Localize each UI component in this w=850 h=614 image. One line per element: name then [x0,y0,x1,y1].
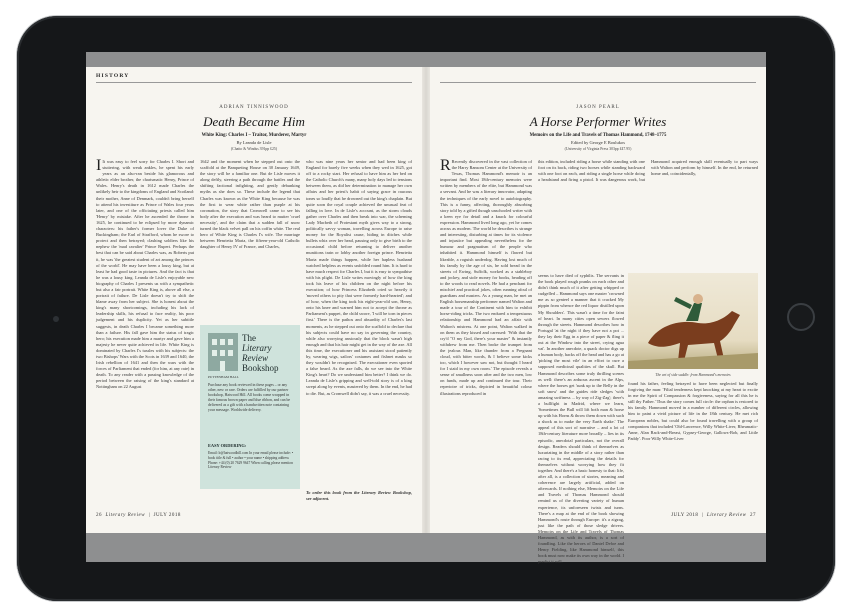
text-column-2-lower [628,381,758,503]
illustration-caption: The art of side saddle: from Hammond's memoirs [655,373,731,377]
drop-cap: R [440,157,451,174]
column-text: found his father, feeling betrayed to have been neglected but finally forgiving the man: 'Filial tenderness kept knocking at my heart to excite in me the Spirit of Compassion & forgiveness, saying for all this he is still thy Father.' Thus the story comes full circle: the orphan is restored to his family. Hammond moved in a number of different circles, allowing him to paint a vivid picture of life in the 18th century. He met rich European nobles, but could also be found travelling with a group of companions that included 'Old-Lawrence, Willy White-Liver, Rheumatic-Anne, Alan Rack-and-Breast, Gypsey-George, Gallows-Bob, and Little Paddy'. Poor Willy White-Liver [628,381,758,441]
bookshop-description: Purchase any book reviewed in these pages – or any other, new or rare. Orders are fulfilled by our partner bookshop, Hatwood Hill. All books come wrapped in their famous brown paper and blue ribbon, and can be delivered as a gift with a handwritten note containing your message. Worldwide delivery. [208,383,291,412]
article-author: ADRIAN TINNISWOOD [219,105,289,110]
column-text: seems to have died of syphilis. The servants in the book played rough pranks on each other and didn't think much of it after getting whipped or cudgelled – Hammond says one master 'crowned me as so genteel a manner that it cracked My pippin from whence the red liquor distilled upon My Shoulders'. This wasn't a time for the faint of heart. In many cities open sewers flowed through the streets. Hammond describes how in Portugal 'at the night if they have not a pot ... they lay their Egg in a piece of paper & fling it out at the Window into the street, crying agua vai'. In another anecdote, a quack doctor digs up a human body, hacks off the head and has a go at 'picking the most vile' in an effort to cure a supposed medicinal qualities of the skull. But Hammond describes some truly thrilling scenes as well: there's an arduous ascent in the Alps, where the horses get 'sunk up to the Belly in the soft snow' and the guides ride sledges 'with amazing swiftness ... by way of Zig-Zag'; there's a bullfight in Madrid, where we learn, 'Sometimes the Bull will lift both man & horse up with his Horns & throw them down with such a shock as to make the very Earth shake.' The appeal of this sort of narrative – and a lot of 18th-century literature more broadly – lies in its episodic, anecdotal particulars, not the overall design. Readers should think of themselves as luxuriating in the middle of a story rather than racing to its end, appreciating the details for themselves without worrying how they fit together. And there's a basic honesty to that: life, after all, is a collection of stories, meaning and coherence are largely artificial, added on afterwards. If nothing else, Memoirs on the Life and Travels of Thomas Hammond should remind us of the diverting variety of human experience, its unforeseen twists and turns. There's a map at the end of the book showing Hammond's route through Europe: it's a zigzag, just like the path of those sledge drivers. Memoirs on the Life and Travels of Thomas Hammond, as with its author, is a sort of foundling. Like the heroes of Daniel Defoe and Henry Fielding, like Hammond himself, this book must now make its own way in the world. I predict it will. [538,273,624,565]
article-title: A Horse Performer Writes [529,114,667,129]
article-title: Death Became Him [203,114,305,129]
camera-icon [53,316,59,322]
drop-cap: I [96,157,102,174]
home-button[interactable] [787,303,815,331]
header-rule [96,82,412,83]
page-gutter [422,67,430,533]
right-page [430,67,766,565]
bookshop-advert[interactable] [200,325,300,489]
tablet-screen [86,52,766,565]
building-illustration [208,333,238,371]
bookshop-address: PUTTENHAM HALL [208,375,239,379]
order-note: To order this book from the Literary Review Bookshop, see adjacent. [306,490,412,502]
text-column-1 [96,159,194,503]
header-rule [440,82,756,83]
article-byline: Edited by George E Boulukos [571,140,625,145]
page-folio: 26 Literary Review | JULY 2018 [96,513,181,518]
article-subtitle: White King: Charles I – Traitor, Murderer, Martyr [201,133,307,138]
column-text: It was easy to feel sorry for Charles I. Short and stuttering, with weak ankles, he spent his early years as an also-ran beside his glamorous and athletic elder brother, the charismatic Henry, Prince of Wales. Henry's death in 1612 made Charles the unlikely heir to the kingdoms of England and Scotland: their mother, Anne of Denmark, couldn't bring herself to attend his investiture as Prince of Wales four years later, and one of the officiating priests called him 'Henry' by mistake. After he ascended the throne in 1625, he continued to be eclipsed by more dynamic characters: his father's former lover the Duke of Buckingham; the Earl of Strafford, whom he swore to protect and then betrayed; clashing soldiers like his nephew the 'mad cavalier' Prince Rupert. Perhaps the best that can be said about Charles was, as Roberts put it, he was 'the greatest student of art among the princes of the world'. He may have been a lousy king, but at least he had good taste in pictures. And the fact is that he was a lousy king. Leanda de Lisle's enjoyable new biography of Charles I presents us with a sympathetic but also a fair portrait. White King is, above all else, a portrait of failure. De Lisle doesn't try to shift the blame away from her subject. She is honest about the king's many shortcomings, including his lack of leadership skills, his refusal to face reality, his poor judgement and his duplicity. Yet as her subtitle suggests, in death Charles I became something more than a failure. His fall gave him the status of tragic hero; his execution made him a martyr and gave him a majesty he never quite achieved in life. White King is dominated by Charles I's tussles with his subjects: the two Bishops' Wars with the Scots in 1639 and 1640, the Irish rebellion of 1641 and then the wars with the forces of Parliament that ended (for him, at any rate) in death. To any reader with a passing knowledge of the period between the raising of the king's standard at Nottingham on 22 August [96,159,194,390]
text-column-2 [538,159,758,269]
column-text: 1642 and the moment when he stepped out onto the scaffold at the Banqueting House on 30 January 1649, the story will be a familiar one. But de Lisle moves it along deftly, steering a path through the battles and the shifting factional infighting, and gently debunking myths as she does so. These include the legend that Charles was known as the White King because he was the first to wear white rather than purple at his coronation, the story that Cromwell came to see his body after the execution and was heard to mutter 'cruel necessity', and the claim that a sudden fall of snow turned the black velvet pall on his coffin white. The real hero of White King is Charles I's wife. The marriage between Henrietta Maria, the fifteen-year-old Catholic daughter of Henry IV of France, and Charles, [200,159,300,250]
text-column-2 [200,159,300,321]
article-subtitle: Memoirs on the Life and Travels of Thomas Hammond, 1748–1775 [529,133,667,138]
article-publisher: (University of Virginia Press 303pp £47.95) [564,147,632,151]
article-author: JASON PEARL [576,105,620,110]
horse-icon [628,273,758,369]
article-byline: By Leanda de Lisle [236,140,272,145]
text-column-3 [538,273,624,565]
bookshop-name: The Literary Review Bookshop [242,333,279,373]
page-folio: JULY 2018 | Literary Review 27 [671,513,756,518]
column-text: this edition, included riding a horse while standing with one foot on its back, riding two horses while standing backward with one foot on each, and riding a single horse while doing a headstand and firing a pistol. It was dangerous work, but Hammond acquired enough skill eventually to part ways with Walton and perform by himself. In the end, he returned home and, coincidentally, [538,159,758,183]
article-publisher: (Chatto & Windus 391pp £25) [230,147,278,151]
magazine-spread [86,67,766,565]
text-column-1 [440,159,532,503]
section-label: HISTORY [96,73,130,79]
column-text: who was nine years her senior and had been king of England for barely five weeks when they wed in 1625, got off to a rocky start. Her refusal to have him as her bed on the Catholic Church's many, many holy days led to tensions between them, as did her determination to manage her own affairs and her priest's habit of saying grace in raucous tones so loudly that he drowned out the king's chaplain. But quite soon the royal couple achieved the unusual feat of falling in love. In de Lisle's account, as the storm clouds gather over Charles and then break into war, the scheming Lady Macbeth of Protestant myth gives way to a strong, politically savvy woman, travelling across Europe to raise money for the Royalist cause, hiding in ditches while bullets whiz over her head, pausing only to give birth to the occasional child before returning to deliver another munitions train or lobby another foreign prince. Henrietta Maria made things happen, while her hapless husband watched helpless as events unfolded round him. It is hard to have much respect for Charles I, but it is easy to sympathise with his plight. De Lisle writes movingly of how the king took his leave of his children on the night before his execution; of how Princess Elizabeth cried so heavily it 'moved others to pity that were formerly hard-hearted'; and of how, when the king took his eight-year-old son, Henry, onto his knee and warned him not to accept the throne as Parliament's puppet, the child swore, 'I will be torn in pieces first.' There is the pathos and absurdity of Charles's last moments, as he stepped out onto the scaffold to declare that his subjects could have no say in governing the country, while also worrying anxiously that the block wasn't high enough and that his hair might get in the way of the axe. All this time, the executioner and his assistant stood patiently by, wearing wigs, sailors' costumes and fishnet masks so they wouldn't be recognised. The executioner even sported a false beard. As the axe falls, do we see into the White King's heart? Do we understand him better? I think we do. Leanda de Lisle's gripping and well-told story is of a king swept along by events, mastered by them. In the end, he had to die. But, as Cromwell didn't say, it was a cruel necessity. [306,159,412,396]
horse-rider-illustration [628,273,758,369]
column-text: Recently discovered in the vast collection of the Harry Ransom Center at the University of Texas, Thomas Hammond's memoir is an important find. Most 18th-century memoirs were written by members of the elite, but Hammond was a servant. And he was a literary innovator, adapting the techniques of the early novel to autobiography. This is a funny, affecting, thoroughly absorbing story told by a gifted though unschooled writer with a keen eye for detail and a knack for colourful expression. Hammond lived long ago, yet he comes across as modern. The world he describes is strange and interesting, disturbing at times for its violence and injustice but appealing nevertheless for the humour and pragmatism of the people who inhabited it. Hammond himself is flawed but likeable, a roguish underdog. Having lost much of his family by the age of six, he sold bread in the streets of Ewing, Suffolk, worked as a stableboy and jockey, and stole money for books, heading off to the woods to read novels. He had a penchant for mischief and practical jokes, often running afoul of guardians and masters. As a young man, he met an English horsemanship performer named Walton and made a tour of the Continent with him to exhibit horse-riding tricks. The two endured a tempestuous relationship and Hammond had an affair with Walton's mistress. At one point, Walton walked in on them as they kissed and caressed: 'With that the cry'd "O my God, there's your master" & instantly withdrew from me. Then broke the trumpet from the jealous Man, like thunder from a Pregnant cloud, with bitter words, & I believe some kicks too, which I however saw not, but thought I heard for I staid in my own room.' The episode reveals a sense of smallness soon after and the two men, low on funds, made up and continued the tour. Their repertoire of tricks, depicted in beautiful colour illustrations reproduced in [440,159,532,396]
ordering-info: Email: lr@hatwoodhill.com In your email please include: • book title & full • author • your name • shipping address Phone: +44 (0) 20 7629 9647 When calling please mention Literary Review [208,451,294,470]
text-column-3 [306,159,412,489]
left-page [86,67,422,533]
ordering-heading: EASY ORDERING: [208,443,247,448]
